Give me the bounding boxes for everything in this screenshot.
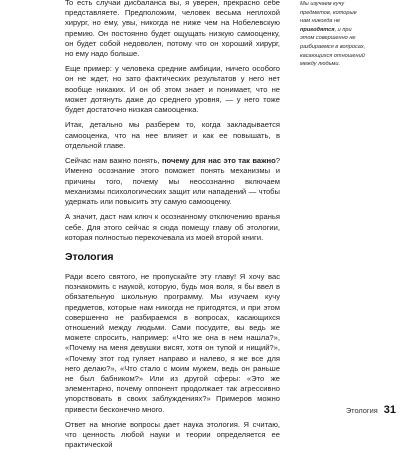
margin-quote-lead: Мы изучаем кучу предметов, которые нам никогда не — [300, 1, 357, 25]
main-text-column — [65, 0, 280, 456]
paragraph-4-rest: ? Именно осознание этого поможет понять механизмы и причины того, почему мы неосознанно включаем механизмы психологических защит или нападений — чтобы удержать или повысить эту самую самооценку. — [65, 156, 281, 207]
margin-quote-rest: , и при этом совершенно не разбираемся в вопросах, касающихся отношений между людьми. — [300, 26, 366, 68]
paragraph-1: То есть случаи дисбаланса вы, я уверен, прекрасно себе представляете. Предположим, человек весьма неплохой хирург, но ему, увы, никогда не ниже чем на Нобелевскую премию. Он постоянно будет ощущать низкую самооценку, он будет собой недоволен, потому что он хороший хирург, но ему надо больше. — [65, 0, 280, 59]
paragraph-4-lead: Сейчас нам важно понять, — [65, 156, 162, 166]
margin-quote — [300, 0, 366, 69]
page-number: 31 — [383, 404, 396, 416]
margin-quote-emphasis: пригодятся — [300, 26, 335, 33]
paragraph-4-emphasis: почему для нас это так важно — [161, 156, 276, 166]
paragraph-3: Итак, детально мы разберем то, когда закладывается самооценка, что на нее влияет и как ее повышать, в отдельной главе. — [65, 120, 280, 150]
page-footer — [296, 404, 396, 418]
paragraph-6: Ради всего святого, не пропускайте эту главу! Я хочу вас познакомить с наукой, которую, будь моя воля, я бы ввел в обязательную школьную программу. Мы изучаем кучу предметов, которые нам никогда не пригодятся, и при этом совершенно не разбираемся в вопросах, касающихся отношений между людьми. Сами посудите, вы ведь же можете спросить, например: «Что же она в нем нашла?», «Почему на меня девушки висят, хотя он тупой и нищий?», «Почему этот год гуляет направо и налево, я же все для него делаю?», «Что стало с моим мужем, ведь он раньше не был бабником?» Или из другой сферы: «Это же элементарно, почему оппонент продолжает так агрессивно упорствовать в своих заблуждениях?» Примеров можно привести бесконечно много. — [65, 272, 280, 414]
running-section-title: Этология — [345, 406, 378, 415]
paragraph-2: Еще пример: у человека средние амбиции, ничего особого он не ждет, но зато фактических результатов у него нет вообще никаких. И он об этом знает и понимает, что не может дотянуть даже до среднего уровня, — у него тоже будет достаточно низкая самооценка. — [65, 64, 280, 115]
paragraph-4 — [65, 156, 280, 207]
paragraph-5: А значит, даст нам ключ к осознанному отключению вранья себе. Для этого сейчас я сюда помещу главу об этологии, которая полностью перекочевала из моей второй книги. — [65, 212, 280, 242]
section-heading: Этология — [65, 251, 114, 264]
paragraph-7: Ответ на многие вопросы дает наука этология. Я считаю, что ценность любой науки и теории определяется ее практической — [65, 420, 280, 450]
